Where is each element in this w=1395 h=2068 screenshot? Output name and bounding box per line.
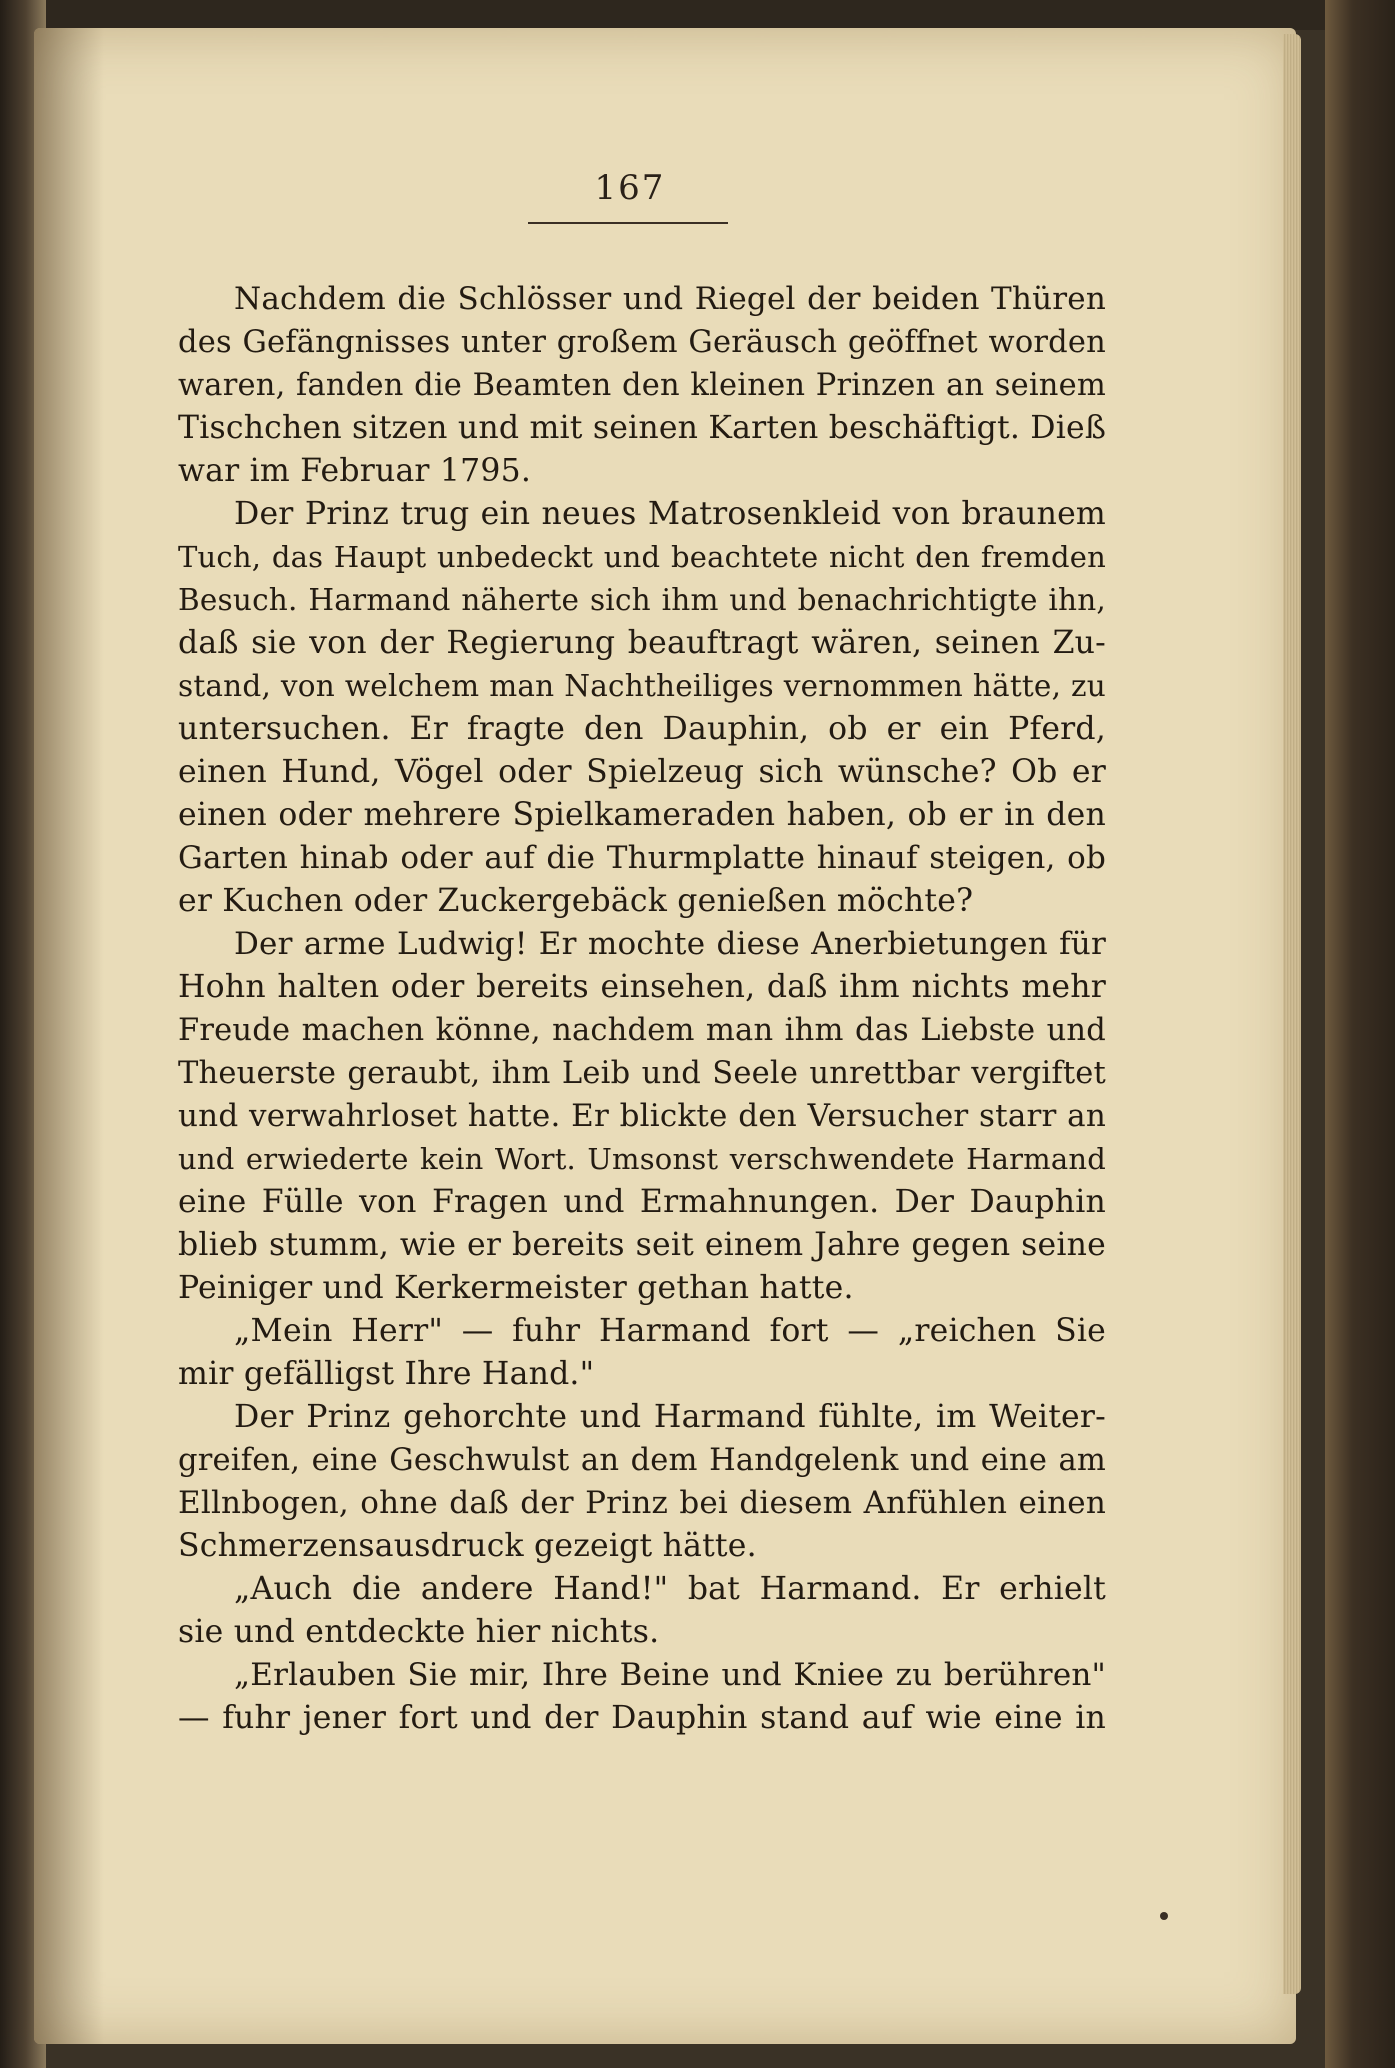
text-line: Garten hinab oder auf die Thurmplatte hinauf steigen, ob	[178, 840, 1106, 876]
text-line: Nachdem die Schlösser und Riegel der beiden Thüren	[234, 281, 1106, 317]
text-line: Tuch, das Haupt unbedeckt und beachtete nicht den fremden	[178, 540, 1106, 574]
text-line: greifen, eine Geschwulst an dem Handgelenk und eine am	[178, 1443, 1106, 1478]
text-line: „Auch die andere Hand!" bat Harmand. Er erhielt	[234, 1571, 1106, 1607]
text-line: Tischchen sitzen und mit seinen Karten beschäftigt. Dieß	[178, 410, 1107, 446]
text-line: blieb stumm, wie er bereits seit einem Jahre gegen seine	[178, 1227, 1106, 1263]
page-gutter-shadow	[34, 28, 104, 2044]
body-text	[178, 278, 1106, 1740]
text-line: Ellnbogen, ohne daß der Prinz bei diesem Anfühlen einen	[178, 1485, 1106, 1521]
text-line: und verwahrloset hatte. Er blickte den Versucher starr an	[178, 1098, 1106, 1134]
book-cover-right	[1325, 0, 1395, 2068]
text-line: „Erlauben Sie mir, Ihre Beine und Kniee zu berühren"	[234, 1657, 1106, 1693]
text-line: Freude machen könne, nachdem man ihm das Liebste und	[178, 1013, 1106, 1048]
text-line: Der arme Ludwig! Er mochte diese Anerbietungen für	[234, 926, 1106, 962]
text-line: Theuerste geraubt, ihm Leib und Seele unrettbar vergiftet	[178, 1056, 1106, 1091]
text-line: waren, fanden die Beamten den kleinen Prinzen an seinem	[178, 368, 1106, 403]
text-line: des Gefängnisses unter großem Geräusch geöffnet worden	[178, 325, 1106, 360]
text-line: sie und entdeckte hier nichts.	[178, 1614, 660, 1650]
page-number-rule	[528, 222, 728, 224]
text-line: eine Fülle von Fragen und Ermahnungen. Der Dauphin	[178, 1184, 1106, 1220]
text-line: er Kuchen oder Zuckergebäck genießen möchte?	[178, 883, 974, 919]
text-line: Peiniger und Kerkermeister gethan hatte.	[178, 1270, 854, 1306]
ink-speck	[1160, 1912, 1168, 1920]
text-line: einen Hund, Vögel oder Spielzeug sich wünsche? Ob er	[178, 754, 1106, 790]
text-line: Hohn halten oder bereits einsehen, daß ihm nichts mehr	[178, 969, 1106, 1005]
text-line: Der Prinz trug ein neues Matrosenkleid von braunem	[234, 496, 1106, 532]
page-number: 167	[594, 168, 666, 208]
text-line: „Mein Herr" — fuhr Harmand fort — „reichen Sie	[234, 1313, 1106, 1349]
text-line: stand, von welchem man Nachtheiliges vernommen hätte, zu	[178, 669, 1106, 703]
text-line: Der Prinz gehorchte und Harmand fühlte, im Weiter-	[234, 1399, 1106, 1435]
background-top	[0, 0, 1395, 30]
text-line: Schmerzensausdruck gezeigt hätte.	[178, 1528, 757, 1564]
text-line: daß sie von der Regierung beauftragt wären, seinen Zu-	[178, 625, 1106, 661]
text-line: — fuhr jener fort und der Dauphin stand auf wie eine in	[178, 1700, 1106, 1736]
text-line: einen oder mehrere Spielkameraden haben, ob er in den	[178, 797, 1106, 833]
text-line: mir gefälligst Ihre Hand."	[178, 1356, 595, 1392]
text-line: und erwiederte kein Wort. Umsonst verschwendete Harmand	[178, 1142, 1106, 1176]
text-line: war im Februar 1795.	[178, 453, 532, 489]
page-edges	[1283, 34, 1301, 1994]
text-line: untersuchen. Er fragte den Dauphin, ob er ein Pferd,	[178, 711, 1106, 747]
text-line: Besuch. Harmand näherte sich ihm und benachrichtigte ihn,	[178, 583, 1106, 617]
